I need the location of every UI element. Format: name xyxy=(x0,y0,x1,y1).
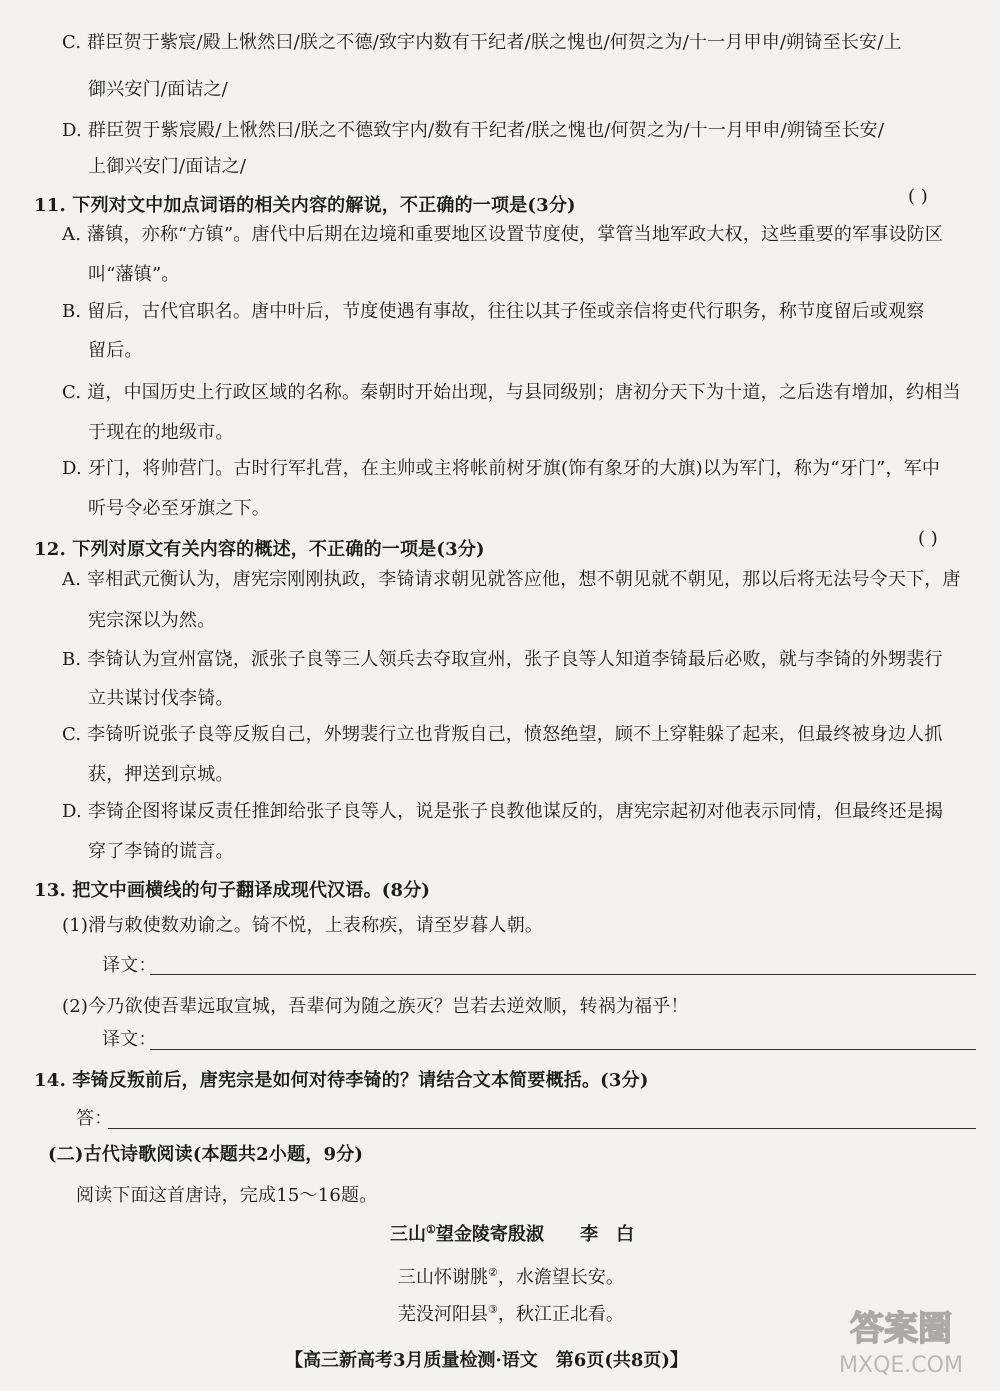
poem-line-2-part-1: 芜没河阳县 xyxy=(398,1304,488,1325)
q14-answer-line[interactable] xyxy=(108,1128,976,1129)
page-footer: 【高三新高考3月质量检测·语文 第6页(共8页)】 xyxy=(285,1350,688,1371)
poem-line-1-part-2: ，水澹望长安。 xyxy=(497,1267,624,1288)
poem-line-1-part-1: 三山怀谢朓 xyxy=(398,1267,488,1288)
q12-option-b-line1: B. 李锜认为宣州富饶，派张子良等三人领兵去夺取宣州，张子良等人知道李锜最后必败，就与李锜的外甥裴行 xyxy=(62,649,943,670)
q11-option-c-line2: 于现在的地级市。 xyxy=(88,422,234,443)
q11-option-a-line1: A. 藩镇，亦称“方镇”。唐代中后期在边境和重要地区设置节度使，掌管当地军政大权，这些重要的军事设防区 xyxy=(62,224,944,245)
q14-stem: 14. 李锜反叛前后，唐宪宗是如何对待李锜的？请结合文本简要概括。(3分) xyxy=(34,1070,649,1091)
poem-line-1 xyxy=(398,1263,624,1289)
poem-author: 李 白 xyxy=(580,1224,635,1245)
q12-option-c-line1: C. 李锜听说张子良等反叛自己，外甥裴行立也背叛自己，愤怒绝望，顾不上穿鞋躲了起来，但最终被身边人抓 xyxy=(62,724,943,745)
q12-option-a-line2: 宪宗深以为然。 xyxy=(88,610,216,631)
q12-option-b-line2: 立共谋讨伐李锜。 xyxy=(88,688,234,709)
section-heading: (二)古代诗歌阅读(本题共2小题，9分) xyxy=(48,1144,364,1165)
poem-line-2-footnote-mark: ③ xyxy=(488,1303,498,1316)
q10-option-c-line2: 御兴安门/面诘之/ xyxy=(88,79,228,100)
q11-option-a-line2: 叫“藩镇”。 xyxy=(88,264,180,285)
q12-option-d-line1: D. 李锜企图将谋反责任推卸给张子良等人，说是张子良教他谋反的，唐宪宗起初对他表示同情，但最终还是揭 xyxy=(62,801,944,822)
q13-stem: 13. 把文中画横线的句子翻译成现代汉语。(8分) xyxy=(34,880,431,901)
q10-option-c-line1: C. 群臣贺于紫宸/殿上愀然曰/朕之不德/致宇内数有干纪者/朕之愧也/何贺之为/十一月甲申/朔锜至长安/上 xyxy=(62,32,902,53)
q11-option-c-line1: C. 道，中国历史上行政区域的名称。秦朝时开始出现，与县同级别；唐初分天下为十道，之后迭有增加，约相当 xyxy=(62,382,961,403)
q10-option-d-line1: D. 群臣贺于紫宸殿/上愀然曰/朕之不德致宇内/数有干纪者/朕之愧也/何贺之为/十一月甲申/朔锜至长安/ xyxy=(62,120,885,141)
watermark-logo xyxy=(826,1300,976,1380)
q13-answer-line-2[interactable] xyxy=(150,1049,976,1050)
q11-answer-paren: ( ) xyxy=(908,186,928,207)
q13-sentence-2: (2)今乃欲使吾辈远取宣城，吾辈何为随之族灭？岂若去逆效顺，转祸为福乎！ xyxy=(62,996,689,1017)
q11-option-b-line2: 留后。 xyxy=(88,340,143,361)
q13-translation-label-1: 译文： xyxy=(102,955,157,976)
poem-title-footnote-mark: ① xyxy=(426,1223,436,1236)
poem-title-part-1: 三山 xyxy=(390,1224,426,1245)
q12-stem: 12. 下列对原文有关内容的概述，不正确的一项是(3分) xyxy=(34,539,485,560)
poem-line-1-footnote-mark: ② xyxy=(488,1266,498,1279)
watermark-text-1: 答案圈 xyxy=(850,1309,952,1349)
q14-answer-label: 答： xyxy=(76,1108,113,1129)
q11-option-d-line1: D. 牙门，将帅营门。古时行军扎营，在主帅或主将帐前树牙旗(饰有象牙的大旗)以为军门，称为“牙门”，军中 xyxy=(62,458,941,479)
q13-translation-label-2: 译文： xyxy=(102,1029,157,1050)
q11-option-b-line1: B. 留后，古代官职名。唐中叶后，节度使遇有事故，往往以其子侄或亲信将吏代行职务，称节度留后或观察 xyxy=(62,301,925,322)
poem-line-2-part-2: ，秋江正北看。 xyxy=(497,1304,624,1325)
q10-option-d-line2: 上御兴安门/面诘之/ xyxy=(88,156,247,177)
q13-answer-line-1[interactable] xyxy=(150,974,976,975)
q12-answer-paren: ( ) xyxy=(918,528,938,549)
q13-sentence-1: (1)滑与敕使数劝谕之。锜不悦，上表称疾，请至岁暮人朝。 xyxy=(62,915,544,936)
section-intro: 阅读下面这首唐诗，完成15～16题。 xyxy=(76,1185,378,1206)
q12-option-c-line2: 获，押送到京城。 xyxy=(88,764,234,785)
poem-title-part-2: 望金陵寄殷淑 xyxy=(435,1224,544,1245)
poem-line-2 xyxy=(398,1300,624,1326)
q11-stem: 11. 下列对文中加点词语的相关内容的解说，不正确的一项是(3分) xyxy=(34,195,576,216)
q11-option-d-line2: 听号令必至牙旗之下。 xyxy=(88,498,270,519)
poem-title xyxy=(390,1220,634,1246)
q12-option-d-line2: 穿了李锜的谎言。 xyxy=(88,841,234,862)
q12-option-a-line1: A. 宰相武元衡认为，唐宪宗刚刚执政，李锜请求朝见就答应他，想不朝见就不朝见，那以后将无法号令天下，唐 xyxy=(62,569,961,590)
watermark-text-2: MXQE.COM xyxy=(839,1353,963,1378)
